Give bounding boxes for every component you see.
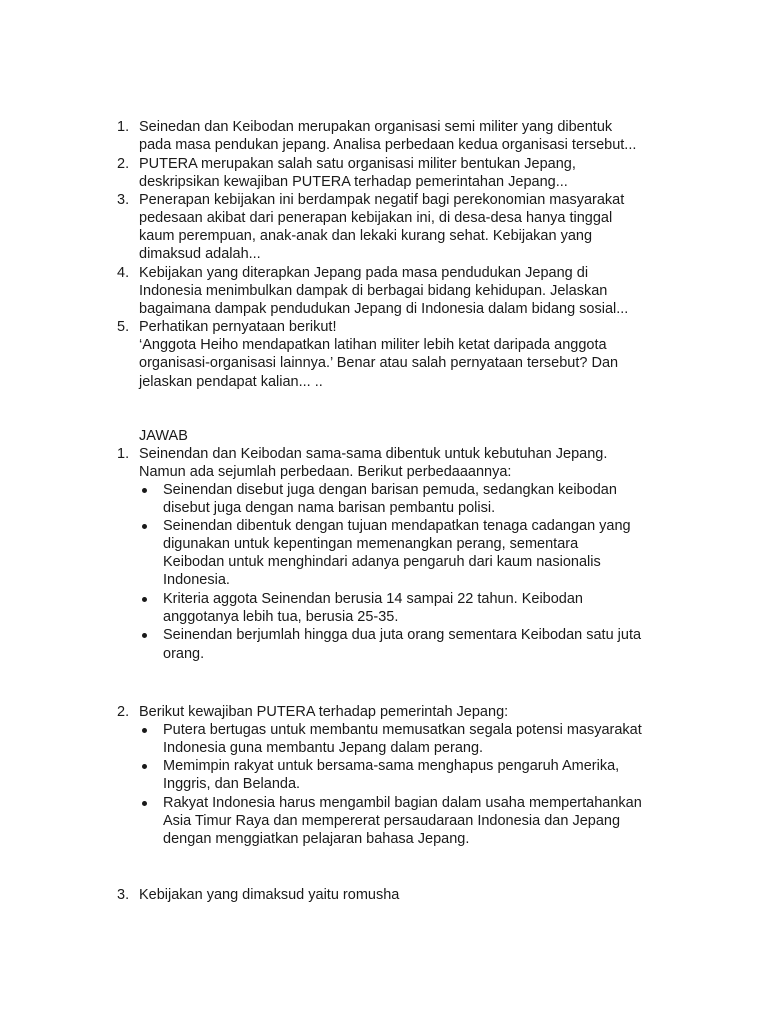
question-5-line-4: jelaskan pendapat kalian... .. bbox=[139, 374, 323, 390]
question-3-line-2: pedesaan akibat dari penerapan kebijakan ini, di desa-desa hanya tinggal bbox=[139, 210, 613, 226]
answer-2-number: 2. bbox=[117, 704, 130, 720]
question-2-line-1: PUTERA merupakan salah satu organisasi militer bentukan Jepang, bbox=[139, 156, 576, 172]
question-1-line-1: Seinedan dan Keibodan merupakan organisasi semi militer yang dibentuk bbox=[139, 119, 613, 135]
question-3-number: 3. bbox=[117, 192, 130, 208]
answer-3-number: 3. bbox=[117, 887, 130, 903]
answer-2-bullet-2-line-1: Memimpin rakyat untuk bersama-sama menghapus pengaruh Amerika, bbox=[163, 758, 620, 774]
answer-1-bullet-2-line-3: Keibodan untuk menghindari adanya pengaruh dari kaum nasionalis bbox=[163, 554, 601, 570]
question-5-number: 5. bbox=[117, 319, 130, 335]
answer-2-bullet-1-line-1: Putera bertugas untuk membantu memusatkan segala potensi masyarakat bbox=[163, 722, 642, 738]
bullet-dot bbox=[142, 801, 147, 806]
answer-2-bullet-1-line-2: Indonesia guna membantu Jepang dalam perang. bbox=[163, 740, 484, 756]
question-1-line-2: pada masa pendukan jepang. Analisa perbedaan kedua organisasi tersebut... bbox=[139, 137, 637, 153]
answer-1-line-1: Seinendan dan Keibodan sama-sama dibentuk untuk kebutuhan Jepang. bbox=[139, 446, 608, 462]
answer-1-bullet-1-line-2: disebut juga dengan nama barisan pembantu polisi. bbox=[163, 500, 496, 516]
question-1-number: 1. bbox=[117, 119, 130, 135]
answer-1-number: 1. bbox=[117, 446, 130, 462]
question-4-number: 4. bbox=[117, 265, 130, 281]
answer-1-bullet-3-line-1: Kriteria aggota Seinendan berusia 14 sampai 22 tahun. Keibodan bbox=[163, 591, 583, 607]
question-2-line-2: deskripsikan kewajiban PUTERA terhadap pemerintahan Jepang... bbox=[139, 174, 568, 190]
answer-1-bullet-4-line-2: orang. bbox=[163, 646, 205, 662]
bullet-dot bbox=[142, 764, 147, 769]
question-5-line-2: ‘Anggota Heiho mendapatkan latihan militer lebih ketat daripada anggota bbox=[139, 337, 607, 353]
question-3-line-3: kaum perempuan, anak-anak dan lekaki kurang sehat. Kebijakan yang bbox=[139, 228, 593, 244]
question-2-number: 2. bbox=[117, 156, 130, 172]
answer-2-line-1: Berikut kewajiban PUTERA terhadap pemerintah Jepang: bbox=[139, 704, 509, 720]
question-5-line-1: Perhatikan pernyataan berikut! bbox=[139, 319, 337, 335]
answer-1-bullet-3-line-2: anggotanya lebih tua, berusia 25-35. bbox=[163, 609, 399, 625]
answer-2-bullet-2-line-2: Inggris, dan Belanda. bbox=[163, 776, 301, 792]
answer-1-line-2: Namun ada sejumlah perbedaan. Berikut perbedaaannya: bbox=[139, 464, 512, 480]
bullet-dot bbox=[142, 597, 147, 602]
answer-2-bullet-3-line-1: Rakyat Indonesia harus mengambil bagian dalam usaha mempertahankan bbox=[163, 795, 642, 811]
answer-heading: JAWAB bbox=[139, 428, 188, 444]
question-4-line-1: Kebijakan yang diterapkan Jepang pada masa pendudukan Jepang di bbox=[139, 265, 589, 281]
answer-2-bullet-3-line-3: dengan menggiatkan pelajaran bahasa Jepang. bbox=[163, 831, 470, 847]
answer-2-bullet-3-line-2: Asia Timur Raya dan mempererat persaudaraan Indonesia dan Jepang bbox=[163, 813, 621, 829]
answer-1-bullet-2-line-1: Seinendan dibentuk dengan tujuan mendapatkan tenaga cadangan yang bbox=[163, 518, 631, 534]
answer-1-bullet-4-line-1: Seinendan berjumlah hingga dua juta orang sementara Keibodan satu juta bbox=[163, 627, 642, 643]
question-3-line-4: dimaksud adalah... bbox=[139, 246, 261, 262]
bullet-dot bbox=[142, 488, 147, 493]
bullet-dot bbox=[142, 524, 147, 529]
bullet-dot bbox=[142, 633, 147, 638]
bullet-dot bbox=[142, 728, 147, 733]
answer-3-line-1: Kebijakan yang dimaksud yaitu romusha bbox=[139, 887, 400, 903]
question-4-line-2: Indonesia menimbulkan dampak di berbagai bidang kehidupan. Jelaskan bbox=[139, 283, 608, 299]
answer-1-bullet-2-line-2: digunakan untuk kepentingan memenangkan perang, sementara bbox=[163, 536, 579, 552]
answer-1-bullet-1-line-1: Seinendan disebut juga dengan barisan pemuda, sedangkan keibodan bbox=[163, 482, 617, 498]
question-5-line-3: organisasi-organisasi lainnya.’ Benar atau salah pernyataan tersebut? Dan bbox=[139, 355, 619, 371]
question-4-line-3: bagaimana dampak pendudukan Jepang di Indonesia dalam bidang sosial... bbox=[139, 301, 629, 317]
answer-1-bullet-2-line-4: Indonesia. bbox=[163, 572, 230, 588]
question-3-line-1: Penerapan kebijakan ini berdampak negatif bagi perekonomian masyarakat bbox=[139, 192, 625, 208]
